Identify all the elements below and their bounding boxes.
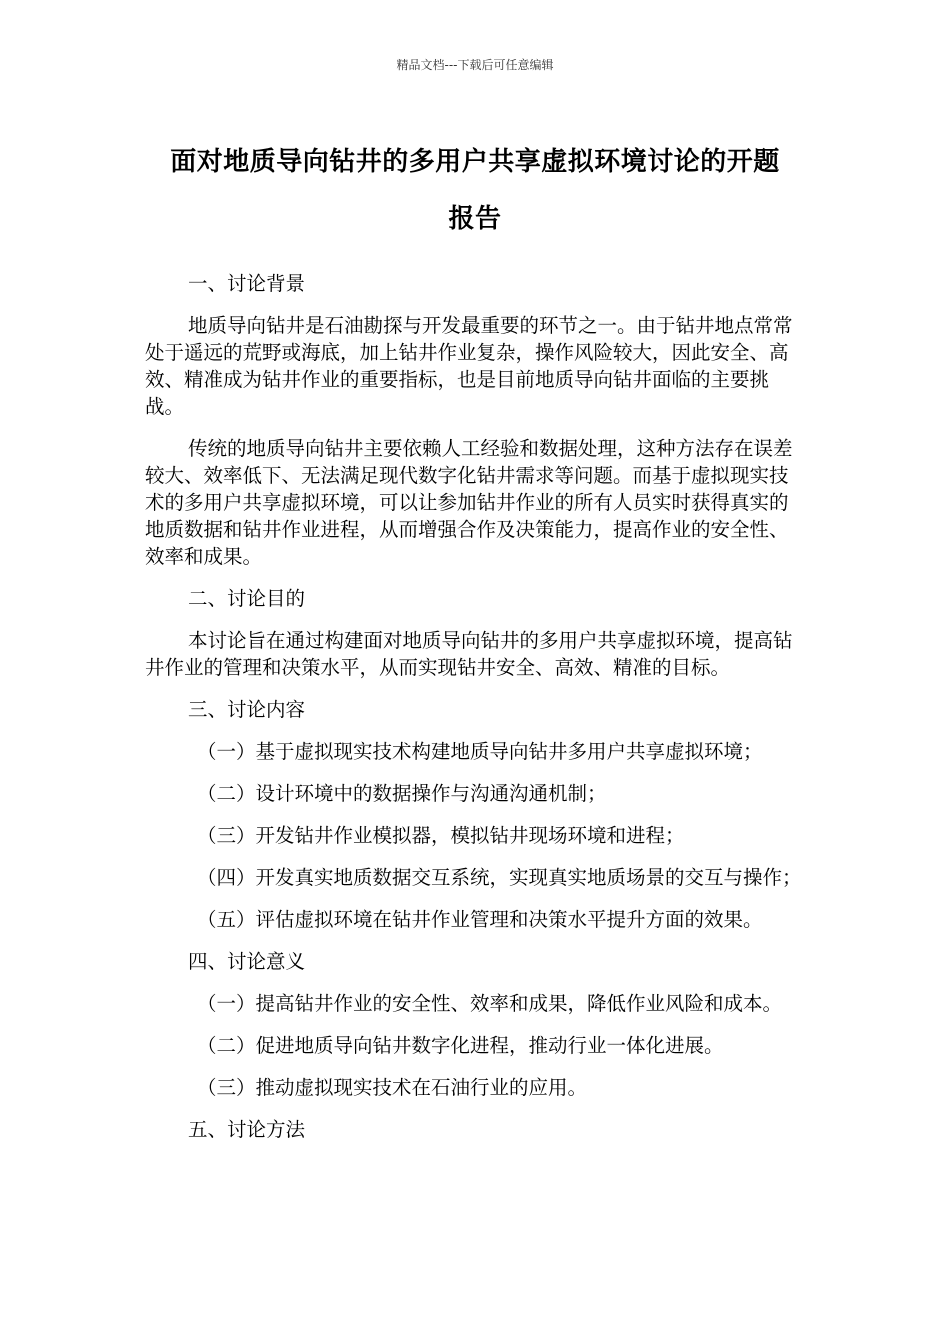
list-item: （一）提高钻井作业的安全性、效率和成果，降低作业风险和成本。 bbox=[197, 992, 783, 1015]
paragraph: 本讨论旨在通过构建面对地质导向钻井的多用户共享虚拟环境，提高钻井作业的管理和决策水平，从而实现钻井安全、高效、精准的目标。 bbox=[145, 629, 793, 679]
list-item: （三）开发钻井作业模拟器，模拟钻井现场环境和进程； bbox=[197, 824, 685, 847]
document-title bbox=[140, 134, 810, 248]
list-item: （三）推动虚拟现实技术在石油行业的应用。 bbox=[197, 1076, 588, 1099]
list-item: （二）促进地质导向钻井数字化进程，推动行业一体化进展。 bbox=[197, 1034, 724, 1057]
section-heading-significance: 四、讨论意义 bbox=[188, 950, 306, 973]
list-item: （五）评估虚拟环境在钻井作业管理和决策水平提升方面的效果。 bbox=[197, 908, 763, 931]
list-item: （四）开发真实地质数据交互系统，实现真实地质场景的交互与操作； bbox=[197, 866, 802, 889]
section-heading-purpose: 二、讨论目的 bbox=[188, 587, 306, 610]
list-item: （二）设计环境中的数据操作与沟通沟通机制； bbox=[197, 782, 607, 805]
section-heading-method: 五、讨论方法 bbox=[188, 1118, 306, 1141]
section-heading-content: 三、讨论内容 bbox=[188, 698, 306, 721]
paragraph: 传统的地质导向钻井主要依赖人工经验和数据处理，这种方法存在误差较大、效率低下、无法满足现代数字化钻井需求等问题。而基于虚拟现实技术的多用户共享虚拟环境，可以让参加钻井作业的所有人员实时获得真实的地质数据和钻井作业进程，从而增强合作及决策能力，提高作业的安全性、效率和成果。 bbox=[145, 437, 793, 568]
page-header: 精品文档---下载后可任意编辑 bbox=[396, 58, 554, 72]
title-line-1: 面对地质导向钻井的多用户共享虚拟环境讨论的开题 bbox=[170, 147, 780, 177]
section-heading-background: 一、讨论背景 bbox=[188, 272, 306, 295]
list-item: （一）基于虚拟现实技术构建地质导向钻井多用户共享虚拟环境； bbox=[197, 740, 763, 763]
title-line-2: 报告 bbox=[448, 204, 502, 234]
document-body bbox=[145, 270, 805, 1158]
paragraph: 地质导向钻井是石油勘探与开发最重要的环节之一。由于钻井地点常常处于遥远的荒野或海底，加上钻井作业复杂，操作风险较大，因此安全、高效、精准成为钻井作业的重要指标，也是目前地质导向钻井面临的主要挑战。 bbox=[145, 314, 793, 418]
